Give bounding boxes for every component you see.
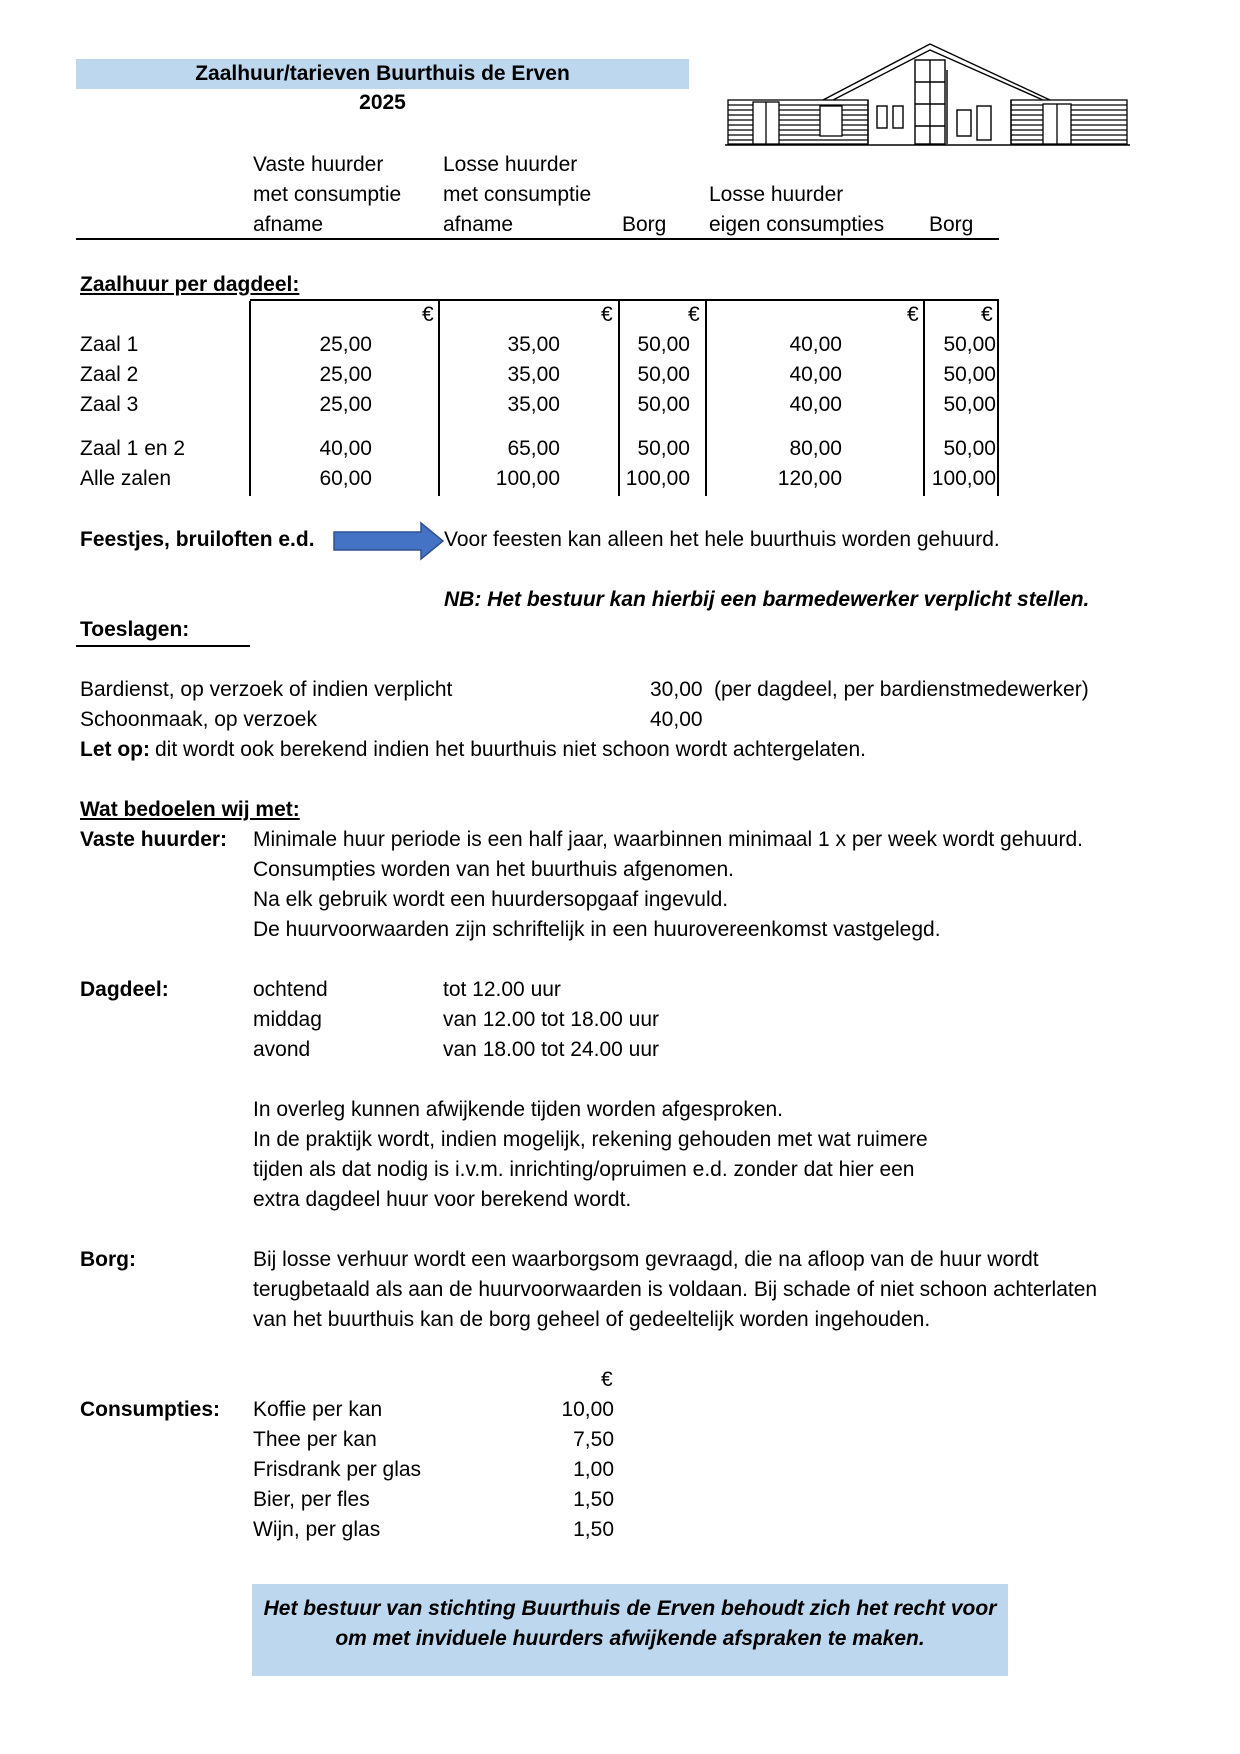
col-header-vaste-3: afname <box>253 213 324 236</box>
borg-label: Borg: <box>80 1248 136 1271</box>
rate-cell: 50,00 <box>637 363 690 386</box>
dagdeel-line: In overleg kunnen afwijkende tijden worden afgesproken. <box>253 1098 784 1121</box>
dagdeel-line: tijden als dat nodig is i.v.m. inrichting/opruimen e.d. zonder dat hier een <box>253 1158 915 1181</box>
dagdeel-name: avond <box>253 1038 311 1061</box>
vaste-huurder-label: Vaste huurder: <box>80 828 228 851</box>
currency-sign: € <box>907 303 919 326</box>
col-header-vaste-2: met consumptie <box>253 183 402 206</box>
borg-line: terugbetaald als aan de huurvoorwaarden is voldaan. Bij schade of niet schoon achterlaten <box>253 1278 1098 1301</box>
dagdeel-label: Dagdeel: <box>80 978 169 1001</box>
col-header-borg-1: Borg <box>622 213 667 236</box>
rate-row-label: Zaal 1 en 2 <box>80 437 186 460</box>
dagdeel-line: In de praktijk wordt, indien mogelijk, rekening gehouden met wat ruimere <box>253 1128 928 1151</box>
rate-cell: 50,00 <box>637 437 690 460</box>
cleaning-label: Schoonmaak, op verzoek <box>80 708 317 731</box>
consumption-name: Frisdrank per glas <box>253 1458 422 1481</box>
consumption-name: Wijn, per glas <box>253 1518 381 1541</box>
board-note-line: om met inviduele huurders afwijkende afspraken te maken. <box>335 1627 925 1650</box>
vaste-huurder-line: Consumpties worden van het buurthuis afgenomen. <box>253 858 734 881</box>
rate-cell: 50,00 <box>943 363 996 386</box>
rate-cell: 100,00 <box>625 467 690 490</box>
parties-text: Voor feesten kan alleen het hele buurthuis worden gehuurd. <box>444 528 1000 551</box>
table-rule-2 <box>438 301 440 496</box>
consumption-price: 10,00 <box>561 1398 614 1421</box>
consumption-price: 7,50 <box>573 1428 614 1451</box>
bar-service-label: Bardienst, op verzoek of indien verplicht <box>80 678 453 701</box>
col-header-eigen-1: Losse huurder <box>709 183 844 206</box>
building-logo <box>725 40 1130 150</box>
bar-service-note: (per dagdeel, per bardienstmedewerker) <box>714 678 1089 701</box>
year: 2025 <box>359 91 406 114</box>
rate-row-label: Zaal 2 <box>80 363 139 386</box>
surcharges-underline <box>76 645 250 647</box>
borg-line: van het buurthuis kan de borg geheel of gedeeltelijk worden ingehouden. <box>253 1308 931 1331</box>
col-header-borg-2: Borg <box>929 213 974 236</box>
rate-cell: 35,00 <box>507 393 560 416</box>
rate-cell: 120,00 <box>777 467 842 490</box>
rate-cell: 40,00 <box>789 393 842 416</box>
rate-cell: 40,00 <box>319 437 372 460</box>
col-header-losse-1: Losse huurder <box>443 153 578 176</box>
col-header-losse-2: met consumptie <box>443 183 592 206</box>
definitions-heading: Wat bedoelen wij met: <box>80 798 300 821</box>
rate-cell: 50,00 <box>943 437 996 460</box>
rate-cell: 100,00 <box>931 467 996 490</box>
consumption-price: 1,50 <box>573 1488 614 1511</box>
consumption-price: 1,50 <box>573 1518 614 1541</box>
rate-cell: 25,00 <box>319 393 372 416</box>
rate-cell: 50,00 <box>637 333 690 356</box>
dagdeel-name: middag <box>253 1008 322 1031</box>
rate-cell: 80,00 <box>789 437 842 460</box>
rate-cell: 50,00 <box>943 333 996 356</box>
consumptions-currency: € <box>601 1368 613 1391</box>
consumption-name: Bier, per fles <box>253 1488 370 1511</box>
rate-cell: 50,00 <box>943 393 996 416</box>
parties-label: Feestjes, bruiloften e.d. <box>80 528 315 551</box>
currency-sign: € <box>981 303 993 326</box>
dagdeel-time: van 18.00 tot 24.00 uur <box>443 1038 659 1061</box>
col-header-losse-3: afname <box>443 213 514 236</box>
board-note-box <box>252 1584 1008 1676</box>
currency-sign: € <box>688 303 700 326</box>
vaste-huurder-line: De huurvoorwaarden zijn schriftelijk in een huurovereenkomst vastgelegd. <box>253 918 941 941</box>
bar-service-value: 30,00 <box>650 678 703 701</box>
borg-line: Bij losse verhuur wordt een waarborgsom gevraagd, die na afloop van de huur wordt <box>253 1248 1039 1271</box>
rates-heading: Zaalhuur per dagdeel: <box>80 273 300 296</box>
rate-cell: 40,00 <box>789 333 842 356</box>
rate-cell: 50,00 <box>637 393 690 416</box>
dagdeel-name: ochtend <box>253 978 328 1001</box>
header-rule <box>76 238 999 240</box>
consumption-name: Thee per kan <box>253 1428 377 1451</box>
table-top-rule <box>250 299 999 301</box>
consumption-price: 1,00 <box>573 1458 614 1481</box>
table-rule-1 <box>249 301 251 496</box>
rate-cell: 35,00 <box>507 363 560 386</box>
consumptions-label: Consumpties: <box>80 1398 221 1421</box>
rate-cell: 25,00 <box>319 363 372 386</box>
rate-cell: 60,00 <box>319 467 372 490</box>
col-header-vaste-1: Vaste huurder <box>253 153 384 176</box>
dagdeel-time: tot 12.00 uur <box>443 978 561 1001</box>
vaste-huurder-line: Na elk gebruik wordt een huurdersopgaaf ingevuld. <box>253 888 729 911</box>
dagdeel-line: extra dagdeel huur voor berekend wordt. <box>253 1188 632 1211</box>
consumption-name: Koffie per kan <box>253 1398 383 1421</box>
currency-sign: € <box>601 303 613 326</box>
arrow-right-icon <box>333 521 445 561</box>
rate-cell: 100,00 <box>495 467 560 490</box>
page-title: Zaalhuur/tarieven Buurthuis de Erven <box>195 62 570 85</box>
warning-text: dit wordt ook berekend indien het buurthuis niet schoon wordt achtergelaten. <box>155 738 866 761</box>
table-rule-6 <box>997 301 999 496</box>
rate-row-label: Alle zalen <box>80 467 172 490</box>
rate-cell: 40,00 <box>789 363 842 386</box>
rate-row-label: Zaal 3 <box>80 393 139 416</box>
cleaning-value: 40,00 <box>650 708 703 731</box>
parties-note: NB: Het bestuur kan hierbij een barmedewerker verplicht stellen. <box>444 588 1090 611</box>
col-header-eigen-2: eigen consumpties <box>709 213 885 236</box>
dagdeel-time: van 12.00 tot 18.00 uur <box>443 1008 659 1031</box>
vaste-huurder-line: Minimale huur periode is een half jaar, waarbinnen minimaal 1 x per week wordt gehuurd. <box>253 828 1083 851</box>
currency-sign: € <box>422 303 434 326</box>
surcharges-heading: Toeslagen: <box>80 618 190 641</box>
board-note-line: Het bestuur van stichting Buurthuis de Erven behoudt zich het recht voor <box>263 1597 997 1620</box>
rate-cell: 25,00 <box>319 333 372 356</box>
rate-cell: 35,00 <box>507 333 560 356</box>
warning-label: Let op: <box>80 738 150 761</box>
table-rule-4 <box>705 301 707 496</box>
rate-cell: 65,00 <box>507 437 560 460</box>
rate-row-label: Zaal 1 <box>80 333 139 356</box>
